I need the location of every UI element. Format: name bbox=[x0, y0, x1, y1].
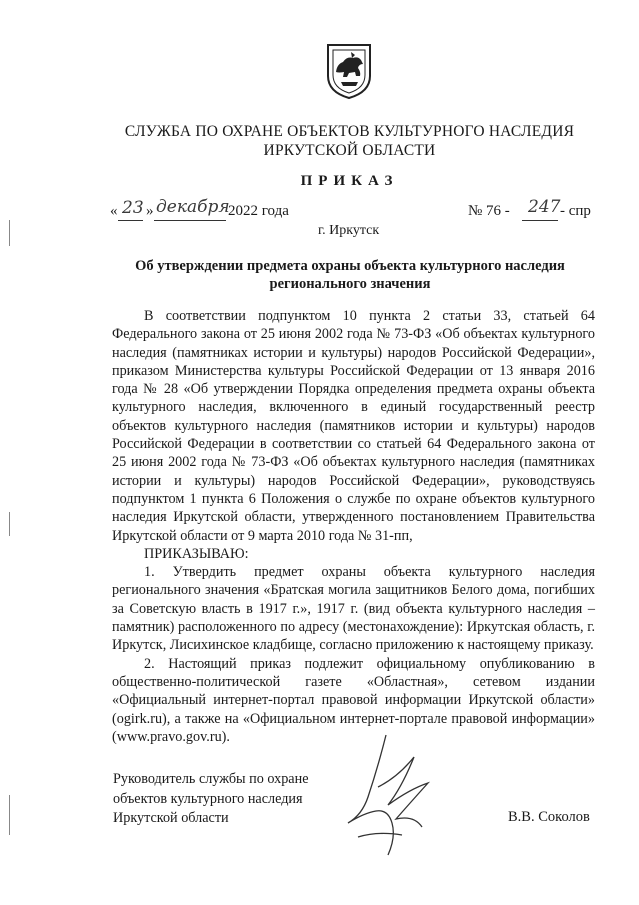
signatory-position bbox=[113, 770, 309, 829]
date-day-underline bbox=[118, 220, 143, 221]
scan-margin-mark bbox=[9, 795, 10, 835]
order-date bbox=[110, 197, 310, 227]
signatory-position-line1: Руководитель службы по охране bbox=[113, 771, 309, 787]
date-day-handwritten: 23 bbox=[122, 198, 144, 218]
scan-margin-mark bbox=[9, 220, 10, 246]
order-number-handwritten: 247 bbox=[528, 197, 561, 217]
order-word: ПРИКАЗЫВАЮ: bbox=[144, 545, 249, 562]
order-number-prefix: № 76 - bbox=[468, 203, 510, 219]
date-month-underline bbox=[154, 220, 226, 221]
title-line2: регионального значения bbox=[269, 276, 431, 292]
order-number-suffix: - спр bbox=[560, 203, 591, 219]
order-number bbox=[468, 197, 618, 227]
order-item-1: 1. Утвердить предмет охраны объекта культурного наследия регионального значения «Братская могила защитников Белого дома, погибших за Советскую власть в 1917 г.», 1917 г. (вид объекта культурного наследия – памятник) расположенного по адресу (местонахождение): Иркутская область, г. Иркутск, Лисихинское кладбище, согласно приложению к настоящему приказу. bbox=[112, 564, 595, 654]
order-item-2: 2. Настоящий приказ подлежит официальному опубликованию в общественно-политической газете «Областная», сетевом издании «Официальный интернет-портал правовой информации Иркутской области» (ogirk.ru), а также на «Официальном интернет-портале правовой информации» (www.pravo.gov.ru). bbox=[112, 655, 595, 745]
date-close-quote: » bbox=[146, 203, 154, 219]
scan-margin-mark bbox=[9, 512, 10, 536]
preamble-paragraph: В соответствии подпунктом 10 пункта 2 статьи 33, статьей 64 Федерального закона от 25 июня 2002 года № 73-ФЗ «Об объектах культурного наследия (памятниках истории и культуры) народов Российской Федерации», приказом Министерства культуры Российской Федерации от 13 января 2016 года № 28 «Об утверждении Порядка определения предмета охраны объекта культурного наследия, включенного в единый государственный реестр объектов культурного наследия (памятников истории и культуры) народов Российской Федерации в соответствии со статьей 64 Федерального закона от 25 июня 2002 года № 73-ФЗ «Об объектах культурного наследия (памятниках истории и культуры) народов Российской Федерации», руководствуясь подпунктом 1 пункта 6 Положения о службе по охране объектов культурного наследия Иркутской области, утвержденного постановлением Правительства Иркутской области от 9 марта 2010 года № 31-пп, bbox=[112, 308, 595, 544]
date-year: 2022 года bbox=[228, 203, 289, 219]
agency-name-line2: ИРКУТСКОЙ ОБЛАСТИ bbox=[263, 142, 436, 159]
signatory-position-line3: Иркутской области bbox=[113, 810, 229, 826]
document-type: ПРИКАЗ bbox=[300, 173, 399, 189]
document-title bbox=[100, 257, 600, 293]
city: г. Иркутск bbox=[318, 223, 380, 238]
title-line1: Об утверждении предмета охраны объекта культурного наследия bbox=[135, 258, 565, 274]
document-body bbox=[112, 307, 595, 746]
date-open-quote: « bbox=[110, 203, 118, 219]
signatory-name: В.В. Соколов bbox=[508, 809, 590, 825]
handwritten-signature bbox=[318, 727, 458, 867]
signatory-position-line2: объектов культурного наследия bbox=[113, 790, 303, 807]
date-month-handwritten: декабря bbox=[156, 197, 230, 217]
agency-name-line1: СЛУЖБА ПО ОХРАНЕ ОБЪЕКТОВ КУЛЬТУРНОГО НАСЛЕДИЯ bbox=[124, 123, 575, 140]
order-number-underline bbox=[522, 220, 558, 221]
coat-of-arms-icon bbox=[325, 42, 373, 100]
